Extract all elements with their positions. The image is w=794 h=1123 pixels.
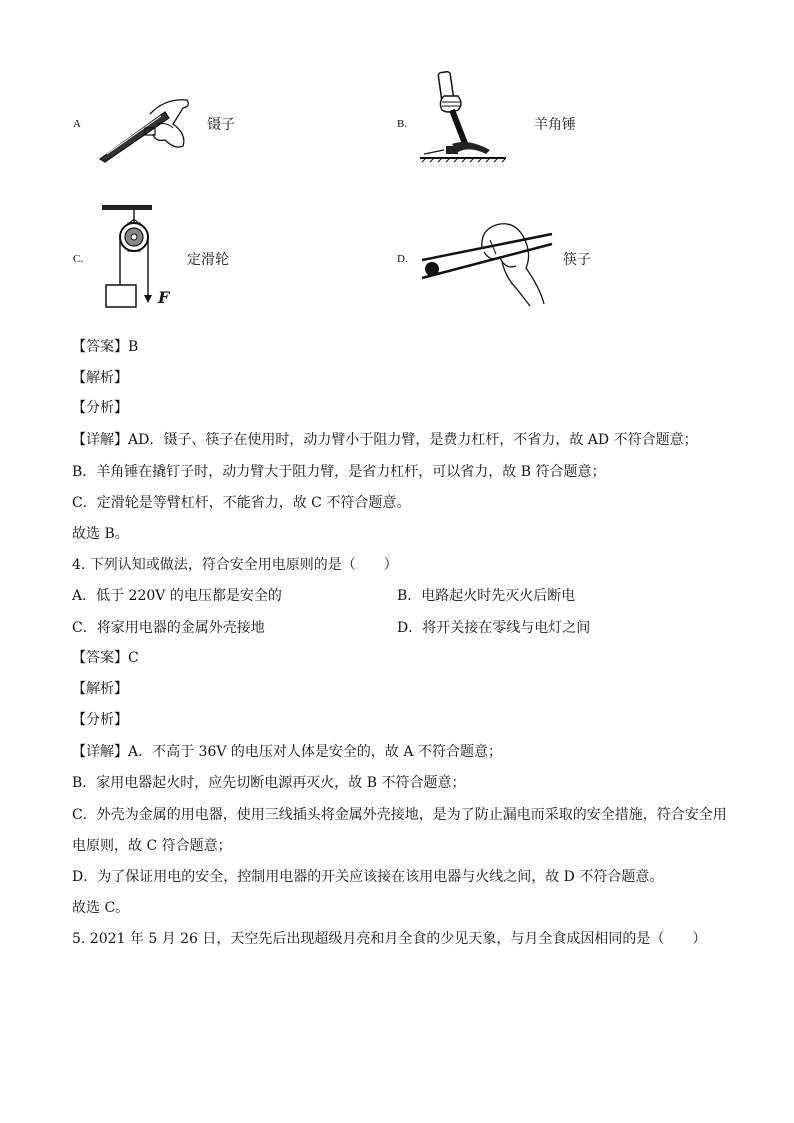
option-d-label: 筷子: [563, 252, 591, 268]
option-c-letter: C.: [73, 253, 84, 265]
q4-fenxi: 【分析】: [72, 712, 128, 728]
q3-detail-line: C．定滑轮是等臂杠杆，不能省力，故 C 不符合题意。: [72, 495, 411, 511]
q5-stem: 5. 2021 年 5 月 26 日，天空先后出现超级月亮和月全食的少见天象，与月全食成因相同的是（ ）: [72, 931, 707, 947]
option-b-letter: B.: [397, 118, 408, 130]
q3-detail-line: 故选 B。: [72, 526, 129, 542]
claw-hammer-figure: [418, 70, 508, 175]
q4-detail-line: 电原则，故 C 符合题意；: [72, 838, 232, 854]
q4-option-d: D．将开关接在零线与电灯之间: [397, 620, 591, 636]
chopsticks-figure: [420, 218, 555, 308]
force-label: F: [158, 288, 170, 307]
q4-option-a: A．低于 220V 的电压都是安全的: [72, 588, 282, 604]
q4-detail-line: D．为了保证用电的安全，控制用电器的开关应该接在该用电器与火线之间，故 D 不符合题意。: [72, 869, 664, 885]
option-a-label: 镊子: [207, 117, 235, 133]
q4-stem: 4. 下列认知或做法，符合安全用电原则的是（ ）: [72, 557, 398, 573]
option-d-letter: D.: [397, 253, 408, 265]
q3-detail-line: B．羊角锤在撬钉子时，动力臂大于阻力臂，是省力杠杆，可以省力，故 B 符合题意；: [72, 464, 606, 480]
q4-option-b: B．电路起火时先灭火后断电: [397, 588, 576, 604]
q3-jiexi: 【解析】: [72, 370, 128, 386]
q3-answer: 【答案】B: [72, 339, 139, 355]
q3-detail-line: 【详解】AD．镊子、筷子在使用时，动力臂小于阻力臂，是费力杠杆，不省力，故 AD 不符合题意；: [72, 432, 698, 448]
q3-fenxi: 【分析】: [72, 400, 128, 416]
option-b-label: 羊角锤: [534, 117, 576, 133]
q4-detail-line: 【详解】A．不高于 36V 的电压对人体是安全的，故 A 不符合题意；: [72, 744, 502, 760]
q4-jiexi: 【解析】: [72, 681, 128, 697]
option-a-letter: A: [73, 118, 81, 130]
q4-detail-line: 故选 C。: [72, 900, 130, 916]
q4-option-c: C．将家用电器的金属外壳接地: [72, 620, 265, 636]
option-c-label: 定滑轮: [187, 252, 229, 268]
q4-detail-line: C．外壳为金属的用电器，使用三线插头将金属外壳接地，是为了防止漏电而采取的安全措施，符合安全用: [72, 807, 727, 823]
q4-answer: 【答案】C: [72, 650, 139, 666]
tweezers-figure: [95, 94, 195, 164]
q4-detail-line: B．家用电器起火时，应先切断电源再灭火，故 B 不符合题意；: [72, 775, 466, 791]
